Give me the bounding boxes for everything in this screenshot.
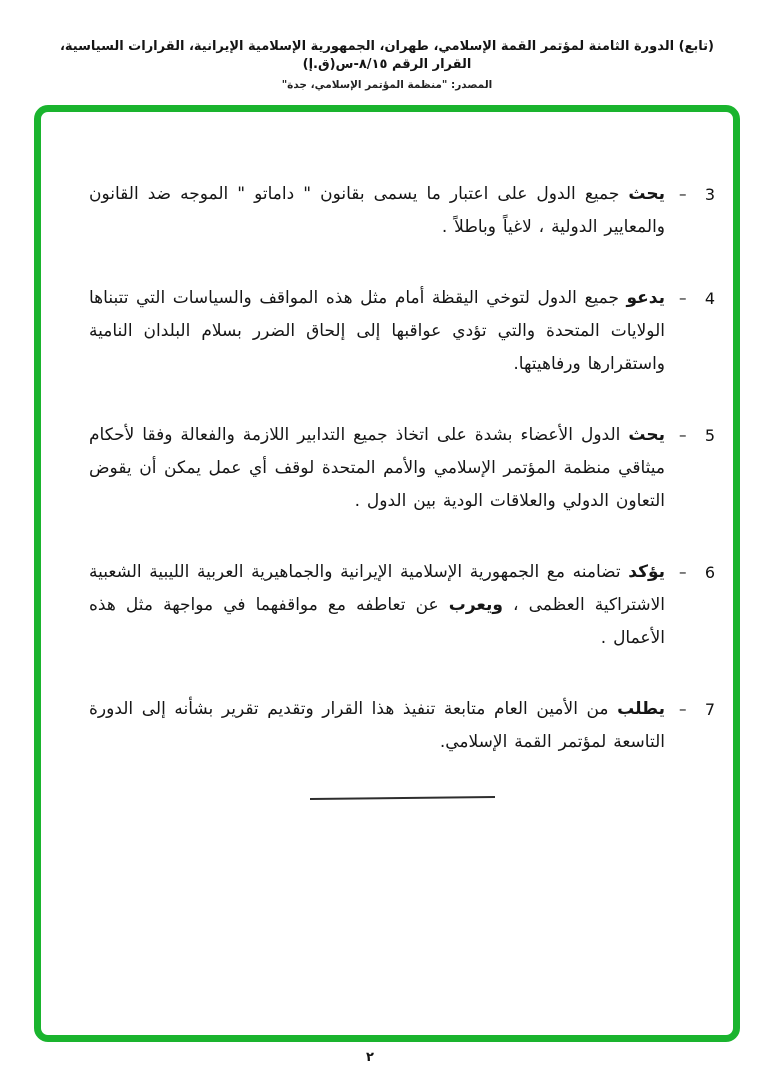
section-divider [309, 796, 494, 800]
resolution-clauses [41, 112, 733, 799]
item-text: يحث الدول الأعضاء بشدة على اتخاذ جميع التدابير اللازمة والفعالة وفقا لأحكام ميثاقي منظمة المؤتمر الإسلامي والأمم المتحدة لوقف أي عمل يمكن أن يقوض التعاون الدولي والعلاقات الودية بين الدول . [89, 425, 665, 511]
item-text: يحث جميع الدول على اعتبار ما يسمى بقانون " داماتو " الموجه ضد القانون والمعايير الدولية ، لاغياً وباطلاً . [89, 184, 665, 237]
item-text: يطلب من الأمين العام متابعة تنفيذ هذا القرار وتقديم تقرير بشأنه إلى الدورة التاسعة لمؤتمر القمة الإسلامي. [89, 699, 665, 752]
lead-verb: يدعو [626, 288, 665, 308]
item-text: يؤكد تضامنه مع الجمهورية الإسلامية الإيرانية والجماهيرية العربية الليبية الشعبية الاشتراكية العظمى ، ويعرب عن تعاطفه مع مواقفهما في مواجهة مثل هذه الأعمال . [89, 562, 665, 648]
item-text: يدعو جميع الدول لتوخي اليقظة أمام مثل هذه المواقف والسياسات التي تتبناها الولايات المتحدة والتي تؤدي عواقبها إلى إلحاق الضرر بسلام البلدان النامية واستقرارها ورفاهيتها. [89, 288, 665, 374]
resolution-item [89, 419, 715, 518]
header-title: (تابع) الدورة الثامنة لمؤتمر القمة الإسلامي، طهران، الجمهورية الإسلامية الإيرانية، القرارات السياسية، القرار الرقم ٨/١٥-س(ق.إ) [59, 39, 714, 72]
item-number: – 5 [679, 419, 715, 518]
item-number: – 6 [679, 556, 715, 655]
header-source [0, 79, 774, 91]
resolution-item [89, 178, 715, 244]
dash-glyph: – [679, 700, 687, 718]
resolution-item [89, 556, 715, 655]
dash-glyph: – [679, 563, 687, 581]
dash-glyph: – [679, 289, 687, 307]
source-value: "منظمة المؤتمر الإسلامي، جدة" [281, 79, 448, 91]
page-number: ٢ [366, 1050, 374, 1065]
item-number: – 3 [679, 178, 715, 244]
resolution-item [89, 282, 715, 381]
item-number: – 4 [679, 282, 715, 381]
dash-glyph: – [679, 426, 687, 444]
dash-glyph: – [679, 185, 687, 203]
lead-verb: يحث [628, 425, 665, 445]
lead-verb: يحث [628, 184, 665, 204]
document-header [0, 38, 774, 91]
lead-verb-2: ويعرب [448, 595, 503, 615]
lead-verb: يؤكد [628, 562, 665, 582]
source-label: المصدر: [451, 79, 493, 91]
item-number: – 7 [679, 693, 715, 759]
lead-verb: يطلب [617, 699, 665, 719]
resolution-item [89, 693, 715, 759]
content-frame [34, 105, 740, 1042]
